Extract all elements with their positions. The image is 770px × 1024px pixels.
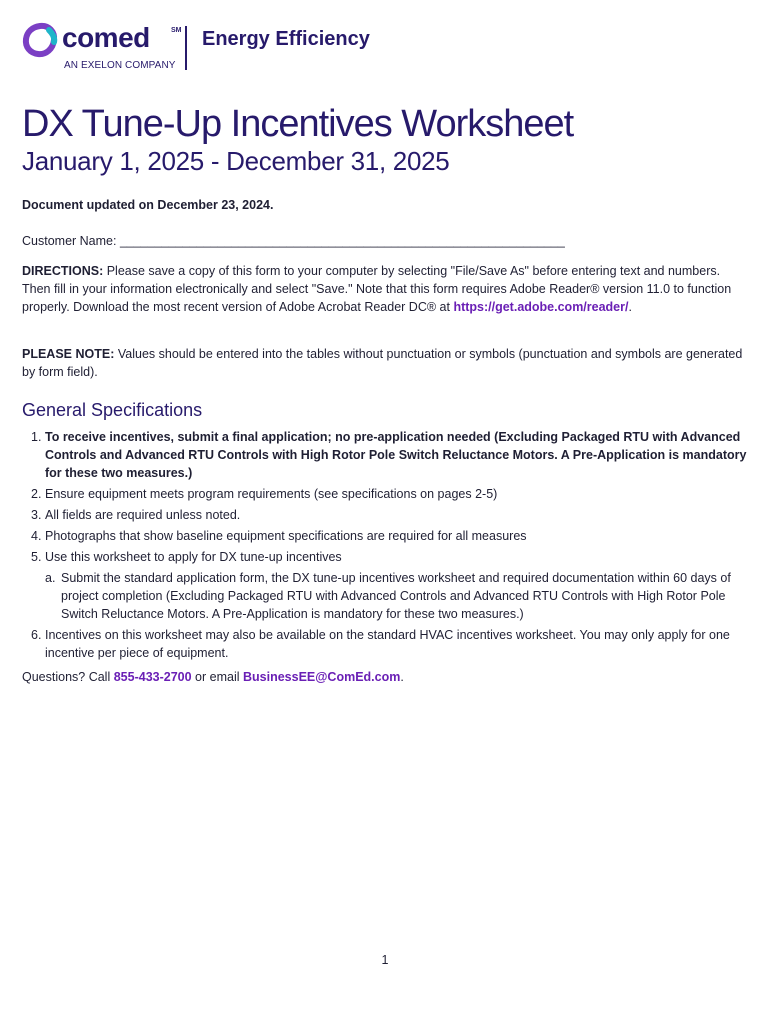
page-number: 1 xyxy=(381,953,389,967)
note-paragraph xyxy=(22,345,748,381)
page-title: DX Tune-Up Incentives Worksheet xyxy=(22,103,574,145)
directions-end: . xyxy=(628,300,632,314)
list-item-text: Ensure equipment meets program requirements (see specifications on pages 2-5) xyxy=(45,487,498,501)
directions-text: Please save a copy of this form to your computer by selecting "File/Save As" before entering text and numbers. Then fill in your information electronically and select "Save." Note that this form requires Adobe Reader® version 11.0 to function properly. Download the most recent version of Adobe Acrobat Reader DC® at xyxy=(22,264,732,314)
list-item xyxy=(22,548,748,623)
list-item xyxy=(22,506,748,524)
list-number: 6. xyxy=(31,628,42,642)
update-notice: Document updated on December 23, 2024. xyxy=(22,198,274,212)
contact-line xyxy=(22,668,748,686)
list-number: 4. xyxy=(31,529,42,543)
email-link[interactable]: BusinessEE@ComEd.com xyxy=(242,670,401,684)
customer-name-field[interactable] xyxy=(22,232,748,250)
trademark-mark: SM xyxy=(171,27,182,34)
list-item xyxy=(22,626,748,662)
brand-name: comed xyxy=(62,22,150,53)
list-item xyxy=(22,527,748,545)
sub-list xyxy=(45,569,748,623)
list-number: 5. xyxy=(31,550,42,564)
list-item-text: Photographs that show baseline equipment specifications are required for all measures xyxy=(45,529,527,543)
list-number: 2. xyxy=(31,487,42,501)
directions-label: DIRECTIONS: xyxy=(22,264,104,278)
note-text: Values should be entered into the tables without punctuation or symbols (punctuation and symbols are generated by form field). xyxy=(22,347,743,379)
phone-link[interactable]: 855-433-2700 xyxy=(113,670,192,684)
customer-name-label: Customer Name: xyxy=(22,234,120,248)
list-number: 1. xyxy=(31,430,42,444)
list-item-text: Use this worksheet to apply for DX tune-up incentives xyxy=(45,550,342,564)
list-item-text: To receive incentives, submit a final application; no pre-application needed (Excluding Packaged RTU with Advanced Controls and Advanced RTU Controls with High Rotor Pole Switch Reluctance Motors. A Pre-Application is mandatory for these two measures.) xyxy=(45,430,747,480)
directions-paragraph xyxy=(22,262,748,316)
adobe-download-link[interactable]: https://get.adobe.com/reader/ xyxy=(453,300,629,314)
contact-middle: or email xyxy=(191,670,243,684)
list-number: 3. xyxy=(31,508,42,522)
document-header xyxy=(22,20,442,74)
comed-logo-icon xyxy=(22,22,58,58)
sub-list-item-text: Submit the standard application form, the DX tune-up incentives worksheet and required documentation within 60 days of project completion (Excluding Packaged RTU with Advanced Controls and Advanced RTU Controls with High Rotor Pole Switch Reluctance Motors. A Pre-Application is mandatory for these two measures.) xyxy=(61,571,731,621)
brand-tagline: AN EXELON COMPANY xyxy=(64,60,176,71)
header-divider xyxy=(185,26,187,70)
date-range: January 1, 2025 - December 31, 2025 xyxy=(22,146,450,176)
customer-name-line[interactable]: ________________________________________________________________ xyxy=(119,234,565,248)
note-label: PLEASE NOTE: xyxy=(22,347,115,361)
program-name: Energy Efficiency xyxy=(202,28,370,50)
contact-prefix: Questions? Call xyxy=(22,670,114,684)
specifications-list xyxy=(22,428,748,665)
list-item-text: All fields are required unless noted. xyxy=(45,508,241,522)
sub-list-item xyxy=(45,569,748,623)
list-item-text: Incentives on this worksheet may also be available on the standard HVAC incentives worksheet. You may only apply for one incentive per piece of equipment. xyxy=(45,628,730,660)
list-item xyxy=(22,485,748,503)
sub-list-letter: a. xyxy=(45,571,56,585)
contact-end: . xyxy=(400,670,404,684)
section-heading: General Specifications xyxy=(22,400,203,420)
list-item xyxy=(22,428,748,482)
